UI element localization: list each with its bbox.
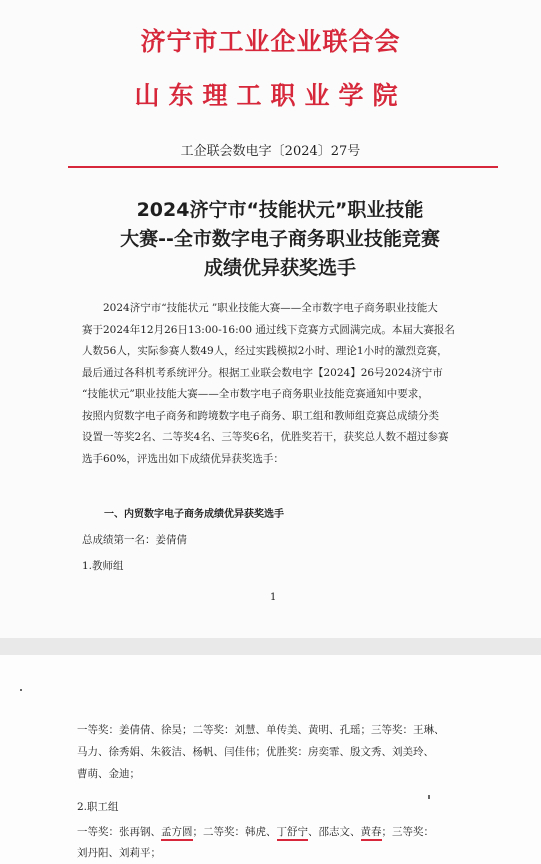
title-line-3: 成绩优异获奖选手 (203, 257, 356, 279)
body-line: 设置一等奖2名、二等奖4名、三等奖6名，优胜奖若干，获奖总人数不超过参赛 (82, 431, 449, 443)
title-line-1: 2024济宁市“技能状元”职业技能 (136, 199, 424, 221)
document-page-2 (0, 655, 541, 864)
overall-first-place: 总成绩第一名：姜倩倩 (82, 534, 187, 546)
body-line: 按照内贸数字电子商务和跨境数字电子商务、职工组和教师组竞赛总成绩分类 (82, 409, 439, 422)
body-paragraph (82, 298, 460, 470)
issuer-org-1: 济宁市工业企业联合会 (140, 27, 401, 56)
body-line: 选手60%，评选出如下成绩优异获奖选手： (82, 452, 284, 465)
page-number: 1 (270, 592, 277, 603)
teacher-awards (77, 719, 467, 785)
scan-speck (20, 689, 22, 691)
body-line: 2024济宁市“技能状元 ”职业技能大赛——全市数字电子商务职业技能大 (103, 302, 438, 314)
underlined-name: 孟方圆 (161, 826, 193, 841)
award-line: 曹萌、金迪； (77, 768, 140, 780)
staff-awards-line-2: 刘丹阳、刘莉平； (77, 847, 161, 859)
body-line: “技能状元”职业技能大赛——全市数字电子商务职业技能竞赛通知中要求， (82, 388, 429, 400)
title-line-2: 大赛--全市数字电子商务职业技能竞赛 (120, 228, 440, 250)
award-text: 一等奖：张再钢、 (77, 826, 161, 838)
section-heading: 一、内贸数字电子商务成绩优异获奖选手 (104, 509, 284, 520)
group-heading-teacher: 1.教师组 (82, 560, 124, 572)
issuer-org-2: 山东理工职业学院 (134, 81, 407, 110)
document-number: 工企联会数电字〔2024〕27号 (180, 144, 361, 159)
underlined-name: 黄春 (361, 826, 382, 841)
body-line: 赛于2024年12月26日13:00-16:00 通过线下竞赛方式圆满完成。本届大赛报名 (82, 323, 455, 336)
underlined-name: 丁舒宁 (277, 826, 309, 841)
award-text: ；二等奖：韩虎、 (192, 826, 277, 838)
scan-speck (428, 795, 430, 799)
group-heading-staff: 2.职工组 (77, 801, 119, 813)
award-line: 一等奖：姜倩倩、徐昊；二等奖：刘慧、单传美、黄明、孔瑶；三等奖：王琳、 (77, 724, 445, 736)
staff-awards-line (77, 824, 434, 839)
red-header-divider (68, 166, 498, 168)
body-line: 人数56人，实际参赛人数49人，经过实践模拟2小时、理论1小时的激烈竞赛， (82, 345, 448, 357)
body-line: 最后通过各科机考系统评分。根据工业联会数电字【2024】26号2024济宁市 (82, 366, 443, 379)
award-text: ；三等奖： (381, 826, 434, 838)
award-line: 马力、徐秀娟、朱筱洁、杨帆、闫佳伟；优胜奖：房奕霏、殷文秀、刘美玲、 (77, 746, 434, 758)
award-text: 、邵志文、 (308, 826, 361, 838)
